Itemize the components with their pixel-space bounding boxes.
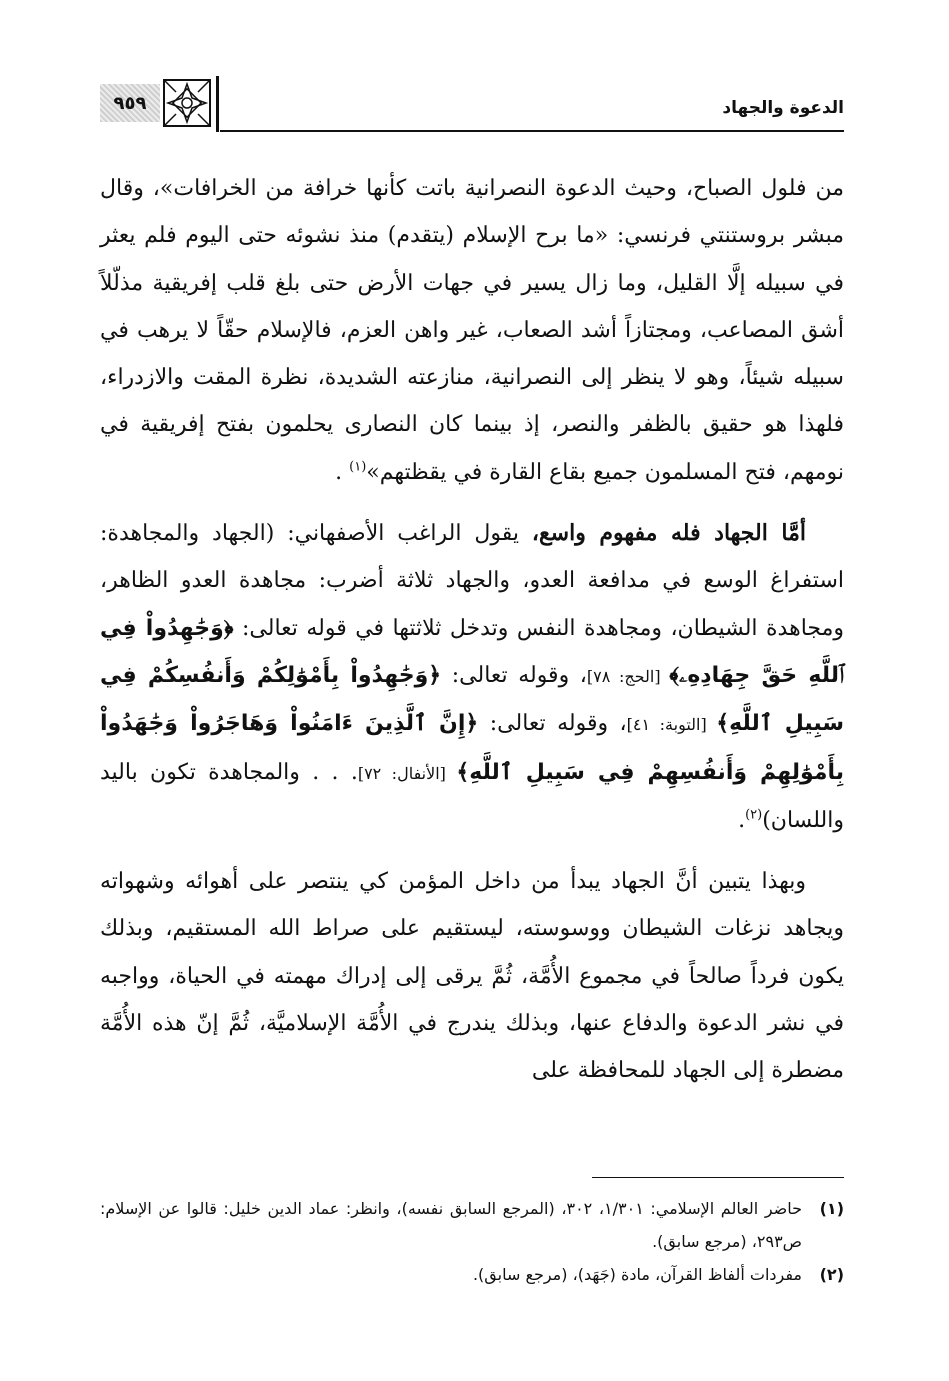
footnote-ref-1: (١) [349,459,367,475]
paragraph-2 [100,510,844,844]
footnote-2-number: (٢) [819,1265,844,1284]
verse-ref-1: [الحج: ٧٨] [586,666,670,686]
quran-verse-3: ﴿إِنَّ ٱلَّذِينَ ءَامَنُواْ وَهَاجَرُواْ وَجَٰهَدُواْ بِأَمْوَٰلِهِمْ وَأَنفُسِهِمْ فِي سَبِيلِ ٱللَّهِ﴾ [100,711,844,785]
verse-ref-2: [التوبة: ٤١] [626,715,717,735]
header-divider [216,76,219,132]
paragraph-1 [100,165,844,496]
footnote-ref-2: (٢) [745,807,763,823]
page-header [100,76,844,132]
paragraph-3-text: وبهذا يتبين أنَّ الجهاد يبدأ من داخل المؤمن كي ينتصر على أهوائه وشهواته ويجاهد نزغات الشيطان ووسوسته، ليستقيم على صراط الله المستقيم، وبذلك يكون فرداً صالحاً في مجموع الأُمَّة، ثُمَّ يرقى إلى إدراك مهمته في الحياة، وواجبه في نشر الدعوة والدفاع عنها، وبذلك يندرج في الأُمَّة الإسلاميَّة، ثُمَّ إنّ هذه الأُمَّة مضطرة إلى الجهاد للمحافظة على [100,869,844,1084]
main-text [100,165,844,1095]
footnote-separator [592,1177,844,1178]
paragraph-1-end: . [335,459,350,485]
paragraph-2-end: . [738,807,746,833]
paragraph-1-text: من فلول الصباح، وحيث الدعوة النصرانية باتت كأنها خرافة من الخرافات»، وقال مبشر بروستنتي فرنسي: «ما برح الإسلام (يتقدم) منذ نشوئه حتى اليوم فلم يعثر في سبيله إلَّا القليل، وما زال يسير في جهات الأرض حتى بلغ قلب إفريقية مذلّلاً أشق المصاعب، ومجتازاً أشد الصعاب، غير واهن العزم، فالإسلام حقّاً لا يرهب في سبيله شيئاً، وهو لا ينظر إلى النصرانية، منازعته الشديدة، نظرة المقت والازدراء، فلهذا هو حقيق بالظفر والنصر، إذ بينما كان النصارى يحلمون بفتح إفريقية في نومهم، فتح المسلمون جميع بقاع القارة في يقظتهم» [100,176,844,485]
paragraph-2-text-a: يقول الراغب الأصفهاني: (الجهاد والمجاهدة: استفراغ الوسع في مدافعة العدو، والجهاد ثلاثة أضرب: مجاهدة العدو الظاهر، ومجاهدة الشيطان، ومجاهدة النفس وتدخل ثلاثتها في قوله تعالى: [100,521,845,641]
footnote-2-text: مفردات ألفاظ القرآن، مادة (جَهَد)، (مرجع سابق). [472,1265,802,1284]
paragraph-2-text-b: ، وقوله تعالى: [441,662,587,688]
header-rule [220,130,844,132]
footnote-2 [100,1258,844,1291]
ornament-icon [162,78,212,128]
paragraph-3 [100,858,844,1094]
verse-ref-3: [الأنفال: ٧٢] [357,763,457,783]
running-title: الدعوة والجهاد [722,98,844,118]
footnote-1 [100,1192,844,1258]
page-number: ٩٥٩ [113,92,147,114]
paragraph-2-lead: أمَّا الجهاد فله مفهوم واسع، [531,520,806,547]
footnote-1-number: (١) [819,1199,844,1218]
footnote-1-text: حاضر العالم الإسلامي: ١/٣٠١، ٣٠٢، (المرجع السابق نفسه)، وانظر: عماد الدين خليل: قالوا عن الإسلام: ص٢٩٣، (مرجع سابق). [100,1199,803,1251]
paragraph-2-text-d: . . . والمجاهدة تكون باليد واللسان) [100,759,844,833]
quran-verse-2: ﴿وَجَٰهِدُواْ بِأَمْوَٰلِكُمْ وَأَنفُسِكُمْ فِي سَبِيلِ ٱللَّهِ﴾ [100,662,845,737]
quran-verse-1: ﴿وَجَٰهِدُواْ فِي ٱللَّهِ حَقَّ جِهَادِهِۦ﴾ [100,615,844,688]
paragraph-2-text-c: ، وقوله تعالى: [478,711,627,737]
page-number-box [100,84,160,122]
footnotes [100,1192,844,1291]
